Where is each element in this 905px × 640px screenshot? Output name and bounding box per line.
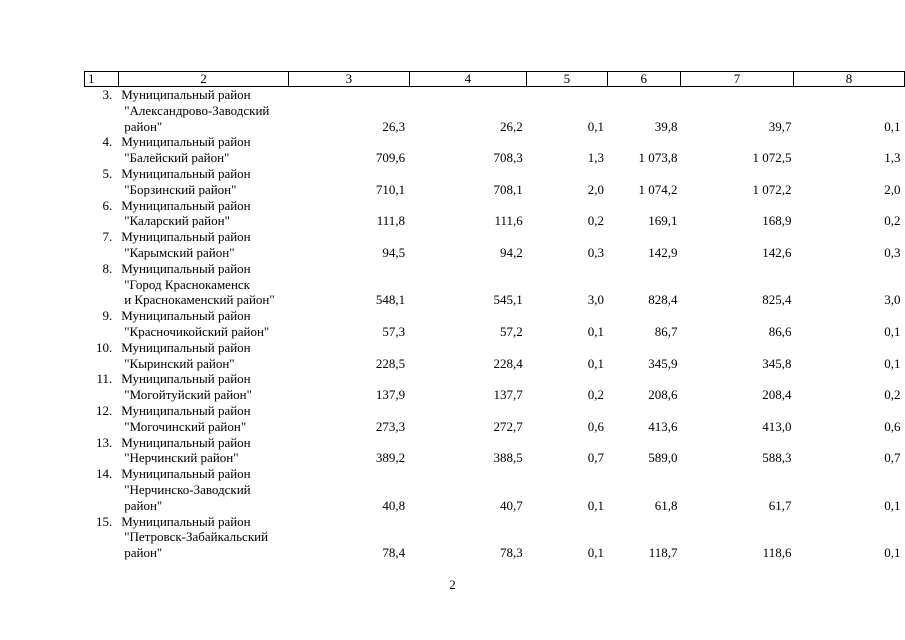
row-number: 4.: [102, 134, 113, 150]
value-cell-v4: 78,3: [500, 545, 523, 561]
value-cell-v8: 0,3: [884, 244, 901, 260]
value-cell-v7: 118,6: [762, 545, 792, 561]
column-header: 4: [409, 72, 527, 87]
district-name: [118, 261, 288, 308]
table-row: [85, 261, 905, 308]
value-cell-v4: 26,2: [500, 118, 523, 134]
district-name: [118, 371, 288, 403]
row-number: 7.: [102, 229, 113, 245]
value-cell-v4: 111,6: [494, 213, 523, 229]
value-cell-v4: 272,7: [493, 418, 523, 434]
row-number: 12.: [95, 402, 113, 418]
value-cell-v8: 0,1: [884, 545, 901, 561]
table-row: [85, 371, 905, 403]
column-header: 5: [527, 72, 607, 87]
value-cell-v3: 228,5: [375, 355, 406, 371]
value-cell-v8: 0,2: [884, 213, 901, 229]
table-row: [85, 166, 905, 198]
row-number: 14.: [95, 466, 113, 482]
value-cell-v7: 345,8: [762, 355, 792, 371]
district-name-line: "Могойтуйский район": [124, 387, 252, 403]
district-name-line: "Александрово-Заводский: [124, 102, 270, 118]
value-cell-v3: 94,5: [382, 244, 406, 260]
district-name-line: Муниципальный район: [121, 339, 251, 355]
value-cell-v7: 168,9: [762, 213, 792, 229]
value-cell-v7: 208,4: [762, 387, 792, 403]
value-cell-v6: 1 073,8: [638, 150, 678, 166]
district-name: [118, 340, 288, 372]
value-cell-v8: 0,1: [884, 355, 901, 371]
value-cell-v3: 389,2: [375, 450, 406, 466]
value-cell-v3: 40,8: [382, 497, 406, 513]
district-name-line: "Карымский район": [124, 244, 235, 260]
value-cell-v4: 388,5: [493, 450, 523, 466]
value-cell-v5: 0,1: [587, 545, 605, 561]
value-cell-v5: 0,3: [587, 244, 605, 260]
value-cell-v6: 345,9: [648, 355, 678, 371]
value-cell-v7: 1 072,2: [752, 181, 792, 197]
table-row: [85, 435, 905, 467]
column-header: 2: [118, 72, 288, 87]
table-row: [85, 87, 905, 135]
value-cell-v5: 3,0: [587, 292, 605, 308]
value-cell-v6: 413,6: [648, 418, 678, 434]
district-name-line: Муниципальный район: [121, 466, 251, 482]
value-cell-v8: 0,2: [884, 387, 901, 403]
table-row: [85, 229, 905, 261]
row-number: 15.: [95, 513, 113, 529]
value-cell-v7: 86,6: [768, 323, 792, 339]
value-cell-v3: 111,8: [376, 213, 406, 229]
district-name-line: район": [124, 118, 163, 134]
table-row: [85, 340, 905, 372]
district-name-line: Муниципальный район: [121, 134, 251, 150]
district-name-line: "Нерчинско-Заводский: [124, 481, 251, 497]
district-name: [118, 87, 288, 135]
district-name-line: "Могочинский район": [124, 418, 247, 434]
district-name-line: Муниципальный район: [121, 165, 251, 181]
column-header: 6: [607, 72, 680, 87]
value-cell-v8: 0,6: [884, 418, 901, 434]
value-cell-v8: 0,1: [884, 118, 901, 134]
value-cell-v8: 0,7: [884, 450, 901, 466]
value-cell-v6: 39,8: [654, 118, 678, 134]
value-cell-v3: 26,3: [382, 118, 406, 134]
district-name-line: "Красночикойский район": [124, 323, 270, 339]
value-cell-v5: 0,7: [587, 450, 605, 466]
column-header: 8: [793, 72, 904, 87]
district-name: [118, 198, 288, 230]
value-cell-v5: 2,0: [587, 181, 605, 197]
value-cell-v6: 118,7: [648, 545, 678, 561]
value-cell-v4: 545,1: [493, 292, 523, 308]
district-name-line: Муниципальный район: [121, 434, 251, 450]
value-cell-v3: 78,4: [382, 545, 406, 561]
row-number: 8.: [102, 260, 113, 276]
column-header: 3: [289, 72, 409, 87]
value-cell-v5: 0,6: [587, 418, 605, 434]
value-cell-v8: 1,3: [884, 150, 901, 166]
value-cell-v7: 61,7: [768, 497, 792, 513]
value-cell-v5: 0,1: [587, 497, 605, 513]
district-name-line: "Борзинский район": [124, 181, 237, 197]
value-cell-v8: 0,1: [884, 323, 901, 339]
district-name-line: "Кыринский район": [124, 355, 235, 371]
row-number: 9.: [102, 308, 113, 324]
value-cell-v6: 61,8: [654, 497, 678, 513]
value-cell-v8: 2,0: [884, 181, 901, 197]
district-name: [118, 466, 288, 513]
district-name-line: Муниципальный район: [121, 197, 251, 213]
district-name-line: и Краснокаменский район": [124, 292, 275, 308]
district-name-line: "Нерчинский район": [124, 450, 239, 466]
value-cell-v4: 94,2: [500, 244, 523, 260]
district-name-line: Муниципальный район: [121, 87, 251, 102]
value-cell-v4: 57,2: [500, 323, 523, 339]
row-number: 13.: [95, 434, 113, 450]
page-number: 2: [449, 577, 456, 592]
value-cell-v4: 708,1: [493, 181, 523, 197]
district-name: [118, 166, 288, 198]
table-row: [85, 403, 905, 435]
column-header: 1: [85, 72, 119, 87]
value-cell-v6: 589,0: [648, 450, 678, 466]
district-name-line: "Петровск-Забайкальский: [124, 529, 269, 545]
value-cell-v3: 710,1: [375, 181, 406, 197]
value-cell-v4: 137,7: [493, 387, 523, 403]
value-cell-v4: 708,3: [493, 150, 523, 166]
value-cell-v7: 142,6: [762, 244, 792, 260]
row-number: 3.: [102, 87, 113, 102]
district-name: [118, 514, 288, 561]
value-cell-v4: 228,4: [493, 355, 523, 371]
district-name-line: Муниципальный район: [121, 402, 251, 418]
value-cell-v7: 825,4: [762, 292, 792, 308]
value-cell-v5: 0,1: [587, 323, 605, 339]
data-table: [84, 71, 905, 561]
table-row: [85, 466, 905, 513]
value-cell-v3: 273,3: [375, 418, 406, 434]
row-number: 6.: [102, 197, 113, 213]
table-body: [85, 87, 905, 561]
value-cell-v5: 1,3: [587, 150, 605, 166]
district-name-line: район": [124, 497, 163, 513]
district-name: [118, 403, 288, 435]
district-name: [118, 229, 288, 261]
value-cell-v6: 142,9: [648, 244, 678, 260]
value-cell-v6: 828,4: [648, 292, 678, 308]
value-cell-v7: 413,0: [762, 418, 792, 434]
value-cell-v3: 548,1: [375, 292, 406, 308]
value-cell-v6: 86,7: [654, 323, 678, 339]
value-cell-v5: 0,2: [587, 213, 605, 229]
value-cell-v4: 40,7: [500, 497, 523, 513]
district-name: [118, 134, 288, 166]
row-number: 5.: [102, 165, 113, 181]
value-cell-v5: 0,2: [587, 387, 605, 403]
value-cell-v6: 208,6: [648, 387, 678, 403]
table-row: [85, 514, 905, 561]
value-cell-v3: 137,9: [375, 387, 406, 403]
column-header: 7: [680, 72, 793, 87]
value-cell-v7: 588,3: [762, 450, 792, 466]
district-name-line: Муниципальный район: [121, 229, 251, 245]
district-name-line: Муниципальный район: [121, 513, 251, 529]
value-cell-v8: 0,1: [884, 497, 901, 513]
district-name-line: Муниципальный район: [121, 371, 251, 387]
row-number: 11.: [96, 371, 113, 387]
district-name-line: "Балейский район": [124, 150, 230, 166]
table-row: [85, 134, 905, 166]
value-cell-v7: 1 072,5: [752, 150, 792, 166]
district-name-line: Муниципальный район: [121, 308, 251, 324]
district-name: [118, 308, 288, 340]
table-row: [85, 308, 905, 340]
value-cell-v5: 0,1: [587, 118, 605, 134]
table-row: [85, 198, 905, 230]
value-cell-v7: 39,7: [768, 118, 792, 134]
row-number: 10.: [95, 339, 113, 355]
header-row: [85, 72, 905, 87]
value-cell-v8: 3,0: [884, 292, 901, 308]
value-cell-v6: 169,1: [648, 213, 678, 229]
district-name-line: район": [124, 545, 163, 561]
value-cell-v6: 1 074,2: [638, 181, 678, 197]
district-name-line: "Город Краснокаменск: [124, 276, 250, 292]
value-cell-v5: 0,1: [587, 355, 605, 371]
district-name: [118, 435, 288, 467]
district-name-line: "Каларский район": [124, 213, 230, 229]
district-name-line: Муниципальный район: [121, 260, 251, 276]
value-cell-v3: 57,3: [382, 323, 406, 339]
value-cell-v3: 709,6: [375, 150, 406, 166]
